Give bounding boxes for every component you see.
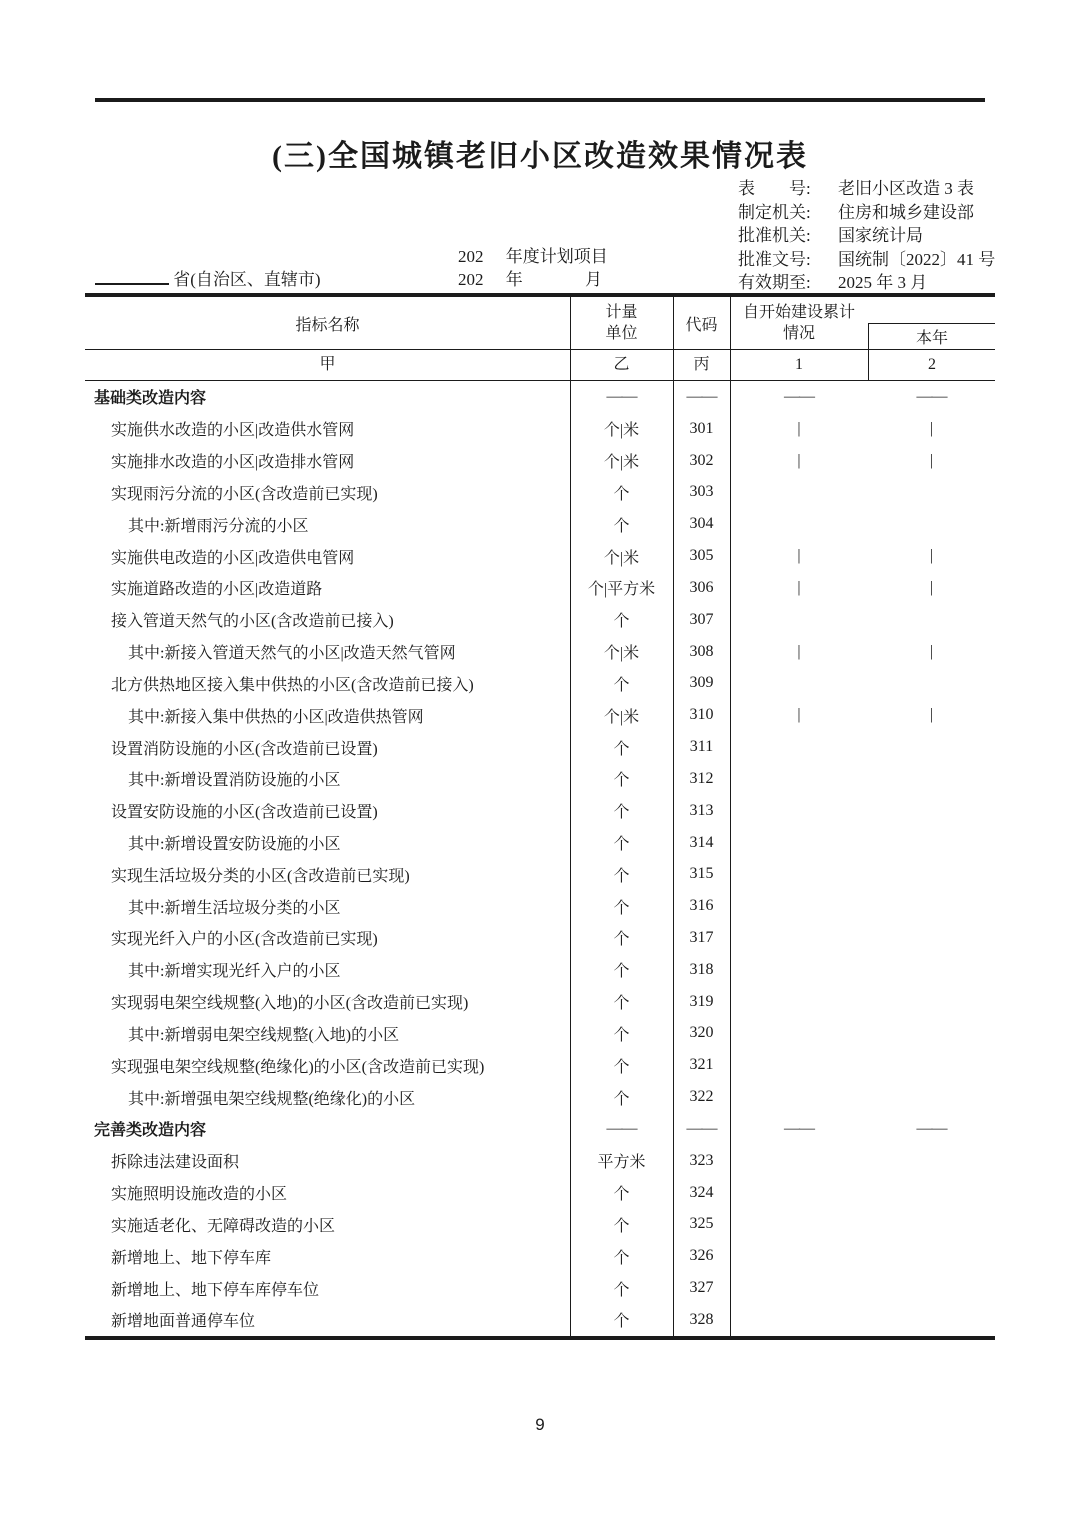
row-unit: 个|米 [603, 708, 640, 726]
row-unit: 个 [613, 804, 630, 822]
header-unit [570, 297, 673, 349]
row-indicator-name: 其中:新接入管道天然气的小区|改造天然气管网 [128, 645, 456, 663]
meta-label: 批准文号: [738, 249, 811, 269]
row-code: 328 [689, 1310, 714, 1328]
table-row [85, 699, 995, 731]
report-year-prefix: 202 [458, 270, 484, 289]
header-current-year: 本年 [868, 323, 995, 349]
row-code: —— [686, 1119, 717, 1137]
row-unit: 平方米 [597, 1154, 646, 1172]
header-unit-line2: 单位 [605, 325, 638, 342]
year-suffix: 年 [505, 270, 523, 289]
row-code: 318 [689, 960, 714, 978]
row-indicator-name: 实现雨污分流的小区(含改造前已实现) [111, 485, 378, 503]
table-row [85, 540, 995, 572]
header-cumulative [730, 297, 868, 349]
plan-year-prefix: 202 [458, 247, 484, 266]
table-row [85, 1145, 995, 1177]
meta-value: 住房和城乡建设部 [838, 202, 974, 222]
row-unit: 个 [613, 1217, 630, 1235]
table-row [85, 381, 995, 413]
row-unit: 个 [613, 517, 630, 535]
row-indicator-name: 实现强电架空线规整(绝缘化)的小区(含改造前已实现) [111, 1058, 485, 1076]
row-indicator-name: 基础类改造内容 [94, 390, 207, 408]
table-row [85, 1049, 995, 1081]
meta-row [738, 222, 995, 246]
row-current-year-value: | [929, 547, 934, 565]
subheader-col2: 2 [868, 350, 995, 380]
row-unit: —— [606, 1119, 637, 1137]
table-row [85, 604, 995, 636]
table-row [85, 1177, 995, 1209]
row-cumulative-value: —— [784, 1119, 814, 1137]
row-indicator-name: 其中:新增实现光纤入户的小区 [128, 963, 341, 981]
row-code: 302 [689, 451, 714, 469]
table-row [85, 763, 995, 795]
table-row [85, 1018, 995, 1050]
row-indicator-name: 其中:新增设置安防设施的小区 [128, 836, 341, 853]
table-row [85, 954, 995, 986]
row-indicator-name: 其中:新接入集中供热的小区|改造供热管网 [128, 708, 424, 726]
row-indicator-name: 实施供水改造的小区|改造供水管网 [111, 422, 355, 440]
table-row [85, 795, 995, 827]
table-row [85, 508, 995, 540]
row-cumulative-value: | [797, 451, 801, 469]
row-unit: 个 [613, 485, 630, 503]
header-cumulative-line1: 自开始建设累计 [742, 304, 855, 321]
row-unit: 个 [613, 1186, 630, 1204]
row-indicator-name: 其中:新增雨污分流的小区 [128, 517, 309, 535]
meta-value: 2025 年 3 月 [838, 273, 928, 293]
row-current-year-value: | [929, 706, 934, 724]
meta-label: 有效期至: [738, 273, 811, 293]
meta-row [738, 269, 995, 293]
row-indicator-name: 其中:新增弱电架空线规整(入地)的小区 [128, 1026, 400, 1044]
meta-label: 批准机关: [738, 226, 811, 246]
meta-row [738, 175, 995, 199]
subheader-yi: 乙 [613, 356, 630, 373]
table-body [85, 381, 995, 1336]
row-indicator-name: 设置安防设施的小区(含改造前已设置) [111, 804, 378, 822]
table-row [85, 731, 995, 763]
table-row [85, 572, 995, 604]
table-row [85, 413, 995, 445]
row-code: 304 [689, 515, 714, 533]
row-code: 306 [689, 578, 714, 596]
table-row [85, 858, 995, 890]
row-unit: 个 [613, 1026, 630, 1044]
meta-label: 表 号: [738, 179, 811, 199]
row-indicator-name: 其中:新增强电架空线规整(绝缘化)的小区 [128, 1090, 416, 1108]
row-indicator-name: 设置消防设施的小区(含改造前已设置) [111, 740, 378, 758]
row-unit: 个 [613, 931, 630, 949]
table-row [85, 1304, 995, 1336]
table-subheader-row [85, 350, 995, 381]
meta-label: 制定机关: [738, 202, 811, 222]
region-blank-underline [95, 268, 169, 285]
table-row [85, 445, 995, 477]
row-indicator-name: 其中:新增生活垃圾分类的小区 [128, 899, 341, 917]
row-indicator-name: 实现生活垃圾分类的小区(含改造前已实现) [111, 867, 410, 885]
row-code: 327 [689, 1279, 714, 1297]
page-top-rule [95, 98, 985, 102]
row-code: 323 [689, 1151, 714, 1169]
table-row [85, 1272, 995, 1304]
row-code: 321 [689, 1056, 714, 1074]
header-indicator-name: 指标名称 [295, 316, 360, 334]
row-unit: 个 [613, 1058, 630, 1076]
page-number: 9 [535, 1415, 545, 1434]
row-indicator-name: 完善类改造内容 [94, 1122, 207, 1140]
row-code: 324 [689, 1183, 714, 1201]
row-code: 311 [689, 738, 714, 756]
table-row [85, 1240, 995, 1272]
row-unit: 个 [613, 899, 630, 917]
header-code: 代码 [685, 316, 718, 334]
meta-value: 国家统计局 [838, 226, 923, 246]
row-code: 316 [689, 897, 714, 915]
row-unit: 个 [613, 1090, 630, 1108]
row-unit: 个 [613, 1281, 630, 1299]
row-code: 325 [689, 1215, 714, 1233]
table-row [85, 667, 995, 699]
row-unit: 个|平方米 [587, 581, 656, 599]
subheader-col1: 1 [795, 356, 803, 373]
row-indicator-name: 新增地面普通停车位 [111, 1313, 256, 1331]
row-cumulative-value: | [797, 547, 801, 565]
table-row [85, 986, 995, 1018]
row-current-year-value: | [929, 578, 934, 596]
table-row [85, 1113, 995, 1145]
row-code: 326 [689, 1247, 714, 1265]
row-unit: —— [606, 387, 637, 405]
plan-year-line [458, 242, 608, 267]
row-cumulative-value: | [797, 578, 801, 596]
plan-label: 年度计划项目 [505, 247, 608, 266]
row-code: 317 [689, 928, 714, 946]
row-unit: 个 [613, 613, 630, 631]
meta-row [738, 199, 995, 223]
row-unit: 个|米 [603, 422, 640, 440]
meta-value: 老旧小区改造 3 表 [838, 179, 974, 199]
row-indicator-name: 实施供电改造的小区|改造供电管网 [111, 549, 355, 567]
row-indicator-name: 接入管道天然气的小区(含改造前已接入) [111, 613, 394, 631]
subheader-jia: 甲 [319, 356, 336, 373]
row-current-year-value: | [929, 642, 934, 660]
row-indicator-name: 实施照明设施改造的小区 [111, 1186, 288, 1204]
table-row [85, 636, 995, 668]
subheader-bing: 丙 [693, 356, 710, 373]
row-unit: 个|米 [603, 645, 640, 663]
row-code: 320 [689, 1024, 714, 1042]
table-row [85, 1081, 995, 1113]
row-unit: 个|米 [603, 454, 640, 472]
row-unit: 个 [613, 995, 630, 1013]
meta-value: 国统制〔2022〕41 号 [838, 249, 996, 269]
row-code: 322 [689, 1088, 714, 1106]
row-cumulative-value: | [797, 642, 801, 660]
statistics-table [85, 293, 995, 1340]
report-date-line [458, 265, 602, 290]
row-indicator-name: 实施排水改造的小区|改造排水管网 [111, 454, 355, 472]
row-indicator-name: 实施适老化、无障碍改造的小区 [111, 1217, 336, 1235]
row-unit: 个 [613, 963, 630, 981]
row-cumulative-value: | [797, 419, 801, 437]
row-code: 305 [689, 547, 714, 565]
table-row [85, 827, 995, 859]
row-code: 308 [689, 642, 714, 660]
row-current-year-value: | [929, 451, 934, 469]
row-unit: 个 [613, 772, 630, 790]
row-unit: 个|米 [603, 549, 640, 567]
row-indicator-name: 新增地上、地下停车库 [111, 1249, 272, 1267]
region-label: 省(自治区、直辖市) [173, 270, 321, 289]
row-indicator-name: 新增地上、地下停车库停车位 [111, 1281, 320, 1299]
row-unit: 个 [613, 740, 630, 758]
row-code: 319 [689, 992, 714, 1010]
row-indicator-name: 实现弱电架空线规整(入地)的小区(含改造前已实现) [111, 995, 469, 1013]
row-current-year-value: —— [916, 1119, 947, 1137]
row-code: 309 [689, 674, 714, 692]
region-line [95, 265, 321, 290]
header-cumulative-line2: 情况 [782, 325, 815, 342]
row-unit: 个 [613, 1249, 630, 1267]
row-code: 312 [689, 769, 714, 787]
row-code: 314 [689, 833, 714, 851]
row-code: 315 [689, 865, 714, 883]
row-indicator-name: 北方供热地区接入集中供热的小区(含改造前已接入) [111, 676, 474, 694]
form-meta-block [738, 175, 995, 293]
row-unit: 个 [613, 1313, 630, 1331]
row-indicator-name: 其中:新增设置消防设施的小区 [128, 772, 341, 790]
row-cumulative-value: | [797, 706, 801, 724]
row-unit: 个 [613, 867, 630, 885]
table-row [85, 890, 995, 922]
table-row [85, 1209, 995, 1241]
header-unit-line1: 计量 [605, 304, 638, 321]
row-code: 313 [689, 801, 714, 819]
row-cumulative-value: —— [784, 387, 814, 405]
table-header-row [85, 297, 995, 350]
row-unit: 个 [613, 676, 630, 694]
month-suffix: 月 [585, 270, 602, 289]
row-code: —— [686, 387, 717, 405]
table-row [85, 922, 995, 954]
row-indicator-name: 拆除违法建设面积 [111, 1154, 240, 1172]
row-code: 301 [689, 419, 714, 437]
row-unit: 个 [613, 836, 630, 853]
meta-row [738, 246, 995, 270]
form-title: (三)全国城镇老旧小区改造效果情况表 [272, 140, 808, 173]
row-code: 310 [689, 706, 714, 724]
row-code: 303 [689, 483, 714, 501]
table-row [85, 476, 995, 508]
row-current-year-value: —— [916, 387, 947, 405]
row-indicator-name: 实施道路改造的小区|改造道路 [111, 581, 323, 599]
row-current-year-value: | [929, 419, 934, 437]
row-indicator-name: 实现光纤入户的小区(含改造前已实现) [111, 931, 378, 949]
row-code: 307 [689, 610, 714, 628]
